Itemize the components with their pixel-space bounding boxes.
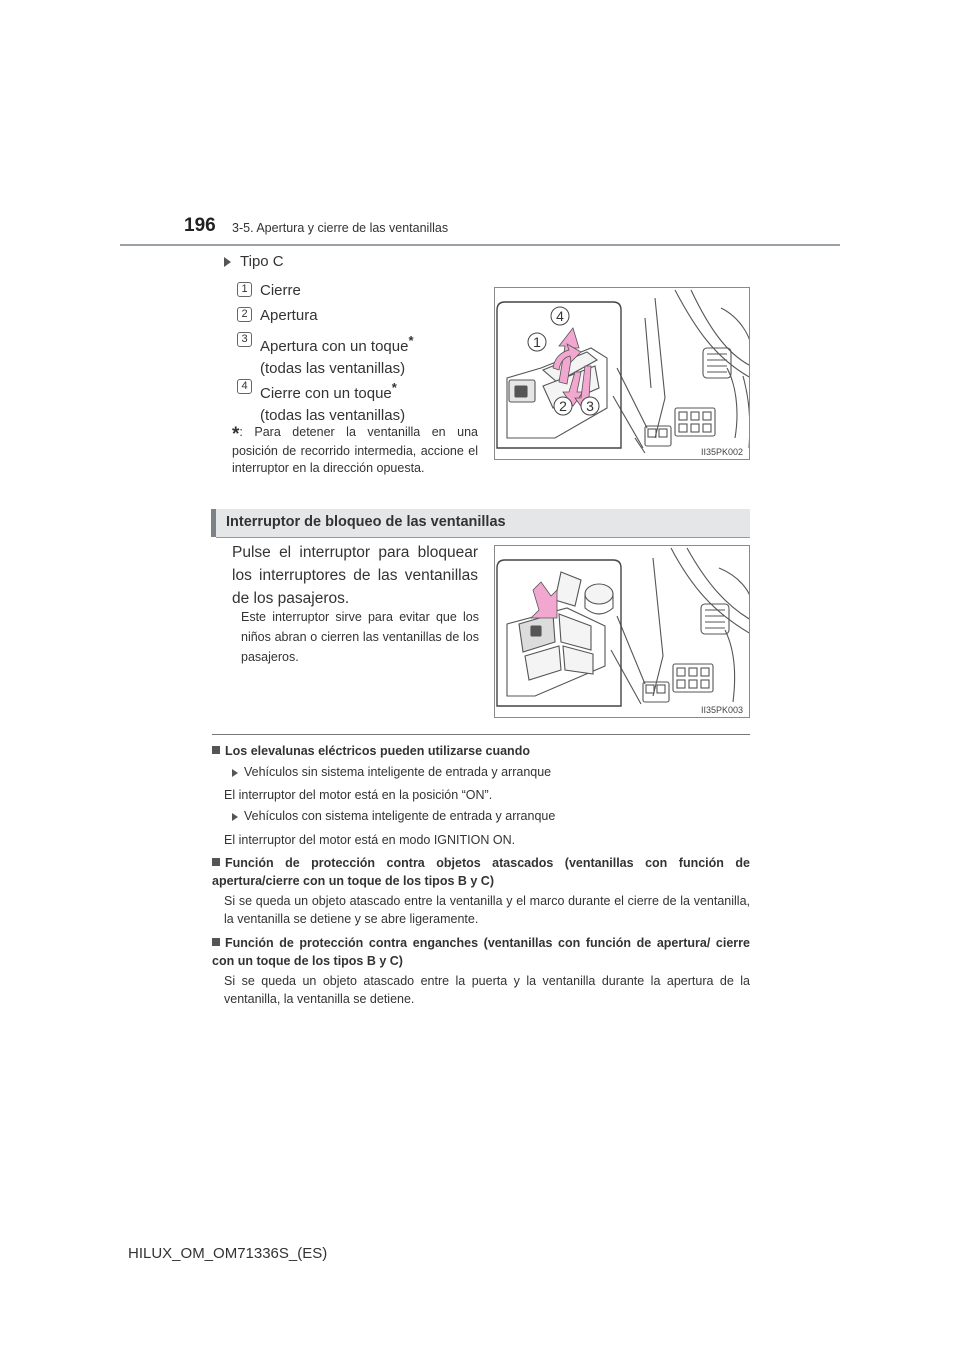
window-switch-illustration bbox=[495, 288, 750, 460]
step-note: (todas las ventanillas) bbox=[260, 360, 406, 377]
running-header: 3-5. Apertura y cierre de las ventanillas bbox=[232, 221, 449, 235]
asterisk-mark: * bbox=[408, 333, 414, 348]
step-note: (todas las ventanillas) bbox=[260, 407, 406, 424]
step-label: Cierre bbox=[260, 282, 301, 299]
step-number-badge: 3 bbox=[237, 332, 252, 347]
footnote: *: Para detener la ventanilla en una posición de recorrido intermedia, accione el interruptor en la dirección opuesta. bbox=[232, 424, 478, 475]
triangle-bullet-icon bbox=[232, 769, 238, 777]
note-sub-with-smart-entry: Vehículos con sistema inteligente de entrada y arranque bbox=[232, 809, 555, 823]
header-rule bbox=[120, 244, 840, 246]
step-label: Apertura bbox=[260, 307, 318, 324]
step-1 bbox=[237, 280, 301, 302]
notes-divider bbox=[212, 734, 750, 735]
note-heading-catch-protection: Función de protección contra enganches (ventanillas con función de apertura/ cierre con un toque de los tipos B y C) bbox=[212, 936, 750, 968]
type-c-heading: Tipo C bbox=[224, 253, 284, 270]
section-heading-bar bbox=[211, 509, 750, 537]
square-bullet-icon bbox=[212, 938, 220, 946]
step-label: Apertura con un toque bbox=[260, 338, 409, 355]
asterisk-mark: * bbox=[391, 380, 397, 395]
step-3 bbox=[237, 330, 414, 380]
figure-code: II35PK003 bbox=[700, 705, 743, 715]
footnote-asterisk: * bbox=[232, 424, 240, 445]
lock-switch-explanation: Este interruptor sirve para evitar que los niños abran o cierren las ventanillas de los pasajeros. bbox=[241, 610, 479, 664]
lock-switch-instruction: Pulse el interruptor para bloquear los interruptores de las ventanillas de los pasajeros. bbox=[232, 544, 478, 607]
step-label: Cierre con un toque bbox=[260, 385, 392, 402]
note-heading-jam-protection: Función de protección contra objetos atascados (ventanillas con función de apertura/cierre con un toque de los tipos B y C) bbox=[212, 856, 750, 888]
triangle-bullet-icon bbox=[232, 813, 238, 821]
section-title: Interruptor de bloqueo de las ventanillas bbox=[226, 514, 506, 530]
note-text-jam-protection: Si se queda un objeto atascado entre la ventanilla y el marco durante el cierre de la ventanilla, la ventanilla se detiene y se abre ligeramente. bbox=[224, 894, 750, 926]
step-number-badge: 1 bbox=[237, 282, 252, 297]
step-number-badge: 4 bbox=[237, 379, 252, 394]
callout-1: 1 bbox=[533, 334, 541, 350]
document-code: HILUX_OM_OM71336S_(ES) bbox=[128, 1245, 328, 1262]
note-text-on-position: El interruptor del motor está en la posición “ON”. bbox=[224, 788, 493, 802]
page-number: 196 bbox=[184, 215, 216, 236]
lock-switch-figure bbox=[494, 545, 750, 718]
note-heading-operation: Los elevalunas eléctricos pueden utilizarse cuando bbox=[212, 742, 750, 760]
window-switch-figure bbox=[494, 287, 750, 460]
step-4 bbox=[237, 377, 405, 427]
note-text-catch-protection: Si se queda un objeto atascado entre la puerta y la ventanilla durante la apertura de la ventanilla, la ventanilla se detiene. bbox=[224, 974, 750, 1006]
callout-4: 4 bbox=[556, 308, 564, 324]
square-bullet-icon bbox=[212, 746, 220, 754]
step-number-badge: 2 bbox=[237, 307, 252, 322]
step-2 bbox=[237, 305, 318, 327]
note-text-ignition-on: El interruptor del motor está en modo IGNITION ON. bbox=[224, 833, 516, 847]
callout-3: 3 bbox=[586, 398, 594, 414]
callout-2: 2 bbox=[559, 398, 567, 414]
lock-switch-illustration bbox=[495, 546, 750, 718]
figure-code: II35PK002 bbox=[700, 447, 743, 457]
section-rule bbox=[216, 537, 750, 538]
square-bullet-icon bbox=[212, 858, 220, 866]
note-sub-without-smart-entry: Vehículos sin sistema inteligente de entrada y arranque bbox=[232, 765, 551, 779]
triangle-bullet-icon bbox=[224, 257, 231, 267]
